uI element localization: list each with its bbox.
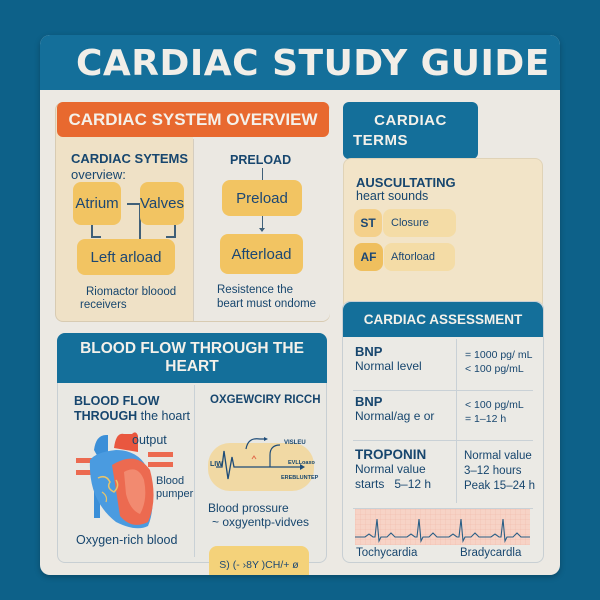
overview-header-text: CARDIAC SYSTEM OVERVIEW xyxy=(68,109,318,129)
preload-heading: PRELOAD xyxy=(230,153,292,167)
node-valves: Valves xyxy=(140,182,184,225)
node-preload: Preload xyxy=(222,180,302,216)
terms-header-line2: TERMS xyxy=(353,131,408,149)
connector-line xyxy=(174,223,176,237)
overview-header xyxy=(57,102,329,137)
overview-left-caption: Riomactor bloood xyxy=(86,286,177,298)
assessment-values: < 100 pg/mL = 1–12 h xyxy=(465,399,524,425)
blood-flow-header-line1: BLOOD FLOW THROUGH THE xyxy=(80,340,304,357)
overview-left-caption-2: receivers xyxy=(80,299,127,311)
term-label-aftorload: Aftorload xyxy=(384,243,455,271)
term-badge-af: AF xyxy=(354,243,383,271)
connector-line xyxy=(91,236,101,238)
assessment-values: Normal value 3–12 hours Peak 15–24 h xyxy=(464,450,535,492)
assessment-row: TROPONIN Normal value starts 5–12 h xyxy=(355,447,432,491)
connector-line xyxy=(91,223,93,237)
diagram-label-bottom: EREBLUNTEP xyxy=(281,475,319,481)
diagram-label-top: VISLEU xyxy=(284,440,306,446)
term-badge-st: ST xyxy=(354,209,382,237)
ecg-label-tachycardia: Tochycardia xyxy=(356,547,418,559)
blood-flow-divider xyxy=(194,385,195,557)
blood-flow-heading: BLOOD FLOW THROUGH the hoart xyxy=(74,394,191,423)
connector-line xyxy=(262,168,263,180)
ecg-strip-icon xyxy=(355,509,530,545)
terms-header xyxy=(343,102,478,159)
terms-subheading: heart sounds xyxy=(356,189,429,203)
oxygen-formula: S) (- ›8Y )CH/+ ø xyxy=(209,546,309,575)
diagram-label-left: LIW xyxy=(210,461,223,468)
arrow-head-icon xyxy=(259,228,265,232)
ecg-label-bradycardia: Bradycardla xyxy=(460,547,522,559)
blood-flow-header-line2: HEART xyxy=(165,358,219,375)
connector-line xyxy=(166,236,176,238)
terms-heading: AUSCULTATING xyxy=(356,175,456,190)
assessment-values: = 1000 pg/ mL < 100 pg/mL xyxy=(465,349,533,375)
label-output: output xyxy=(132,433,167,447)
overview-left-subheading: overview: xyxy=(71,167,126,182)
diagram-label-middle: EVLLoaxo xyxy=(288,460,315,466)
term-label-closure: Closure xyxy=(383,209,456,237)
oxygen-heading: OXGEWCIRY RICCH xyxy=(210,394,321,406)
node-afterload: Afterload xyxy=(220,234,303,274)
overview-left-heading: CARDIAC SYTEMS xyxy=(71,151,189,166)
node-atrium: Atrium xyxy=(73,182,121,225)
oxygen-flow-diagram-icon xyxy=(208,421,318,493)
assessment-divider xyxy=(456,339,457,503)
assessment-row: BNP Normal level xyxy=(355,344,422,373)
assessment-row: BNP Normal/ag e or xyxy=(355,394,435,423)
label-blood-pumper: Blood pumper xyxy=(156,475,194,500)
preload-caption: Resistence the beart must ondome xyxy=(217,284,317,310)
node-left-arload: Left arload xyxy=(77,239,175,275)
terms-header-line1: CARDIAC xyxy=(374,111,447,129)
oxygen-caption: Blood prossure ~ oxgyentp-vidves xyxy=(208,501,310,529)
row-divider xyxy=(353,440,533,441)
blood-flow-caption: Oxygen-rich blood xyxy=(76,533,178,547)
blood-flow-header xyxy=(57,333,327,383)
assessment-header xyxy=(343,302,543,337)
page-title: CARDIAC STUDY GUIDE xyxy=(76,43,550,84)
row-divider xyxy=(353,390,533,391)
assessment-header-text: CARDIAC ASSESSMENT xyxy=(363,312,523,327)
card-header xyxy=(40,35,560,90)
study-guide-card xyxy=(40,35,560,575)
